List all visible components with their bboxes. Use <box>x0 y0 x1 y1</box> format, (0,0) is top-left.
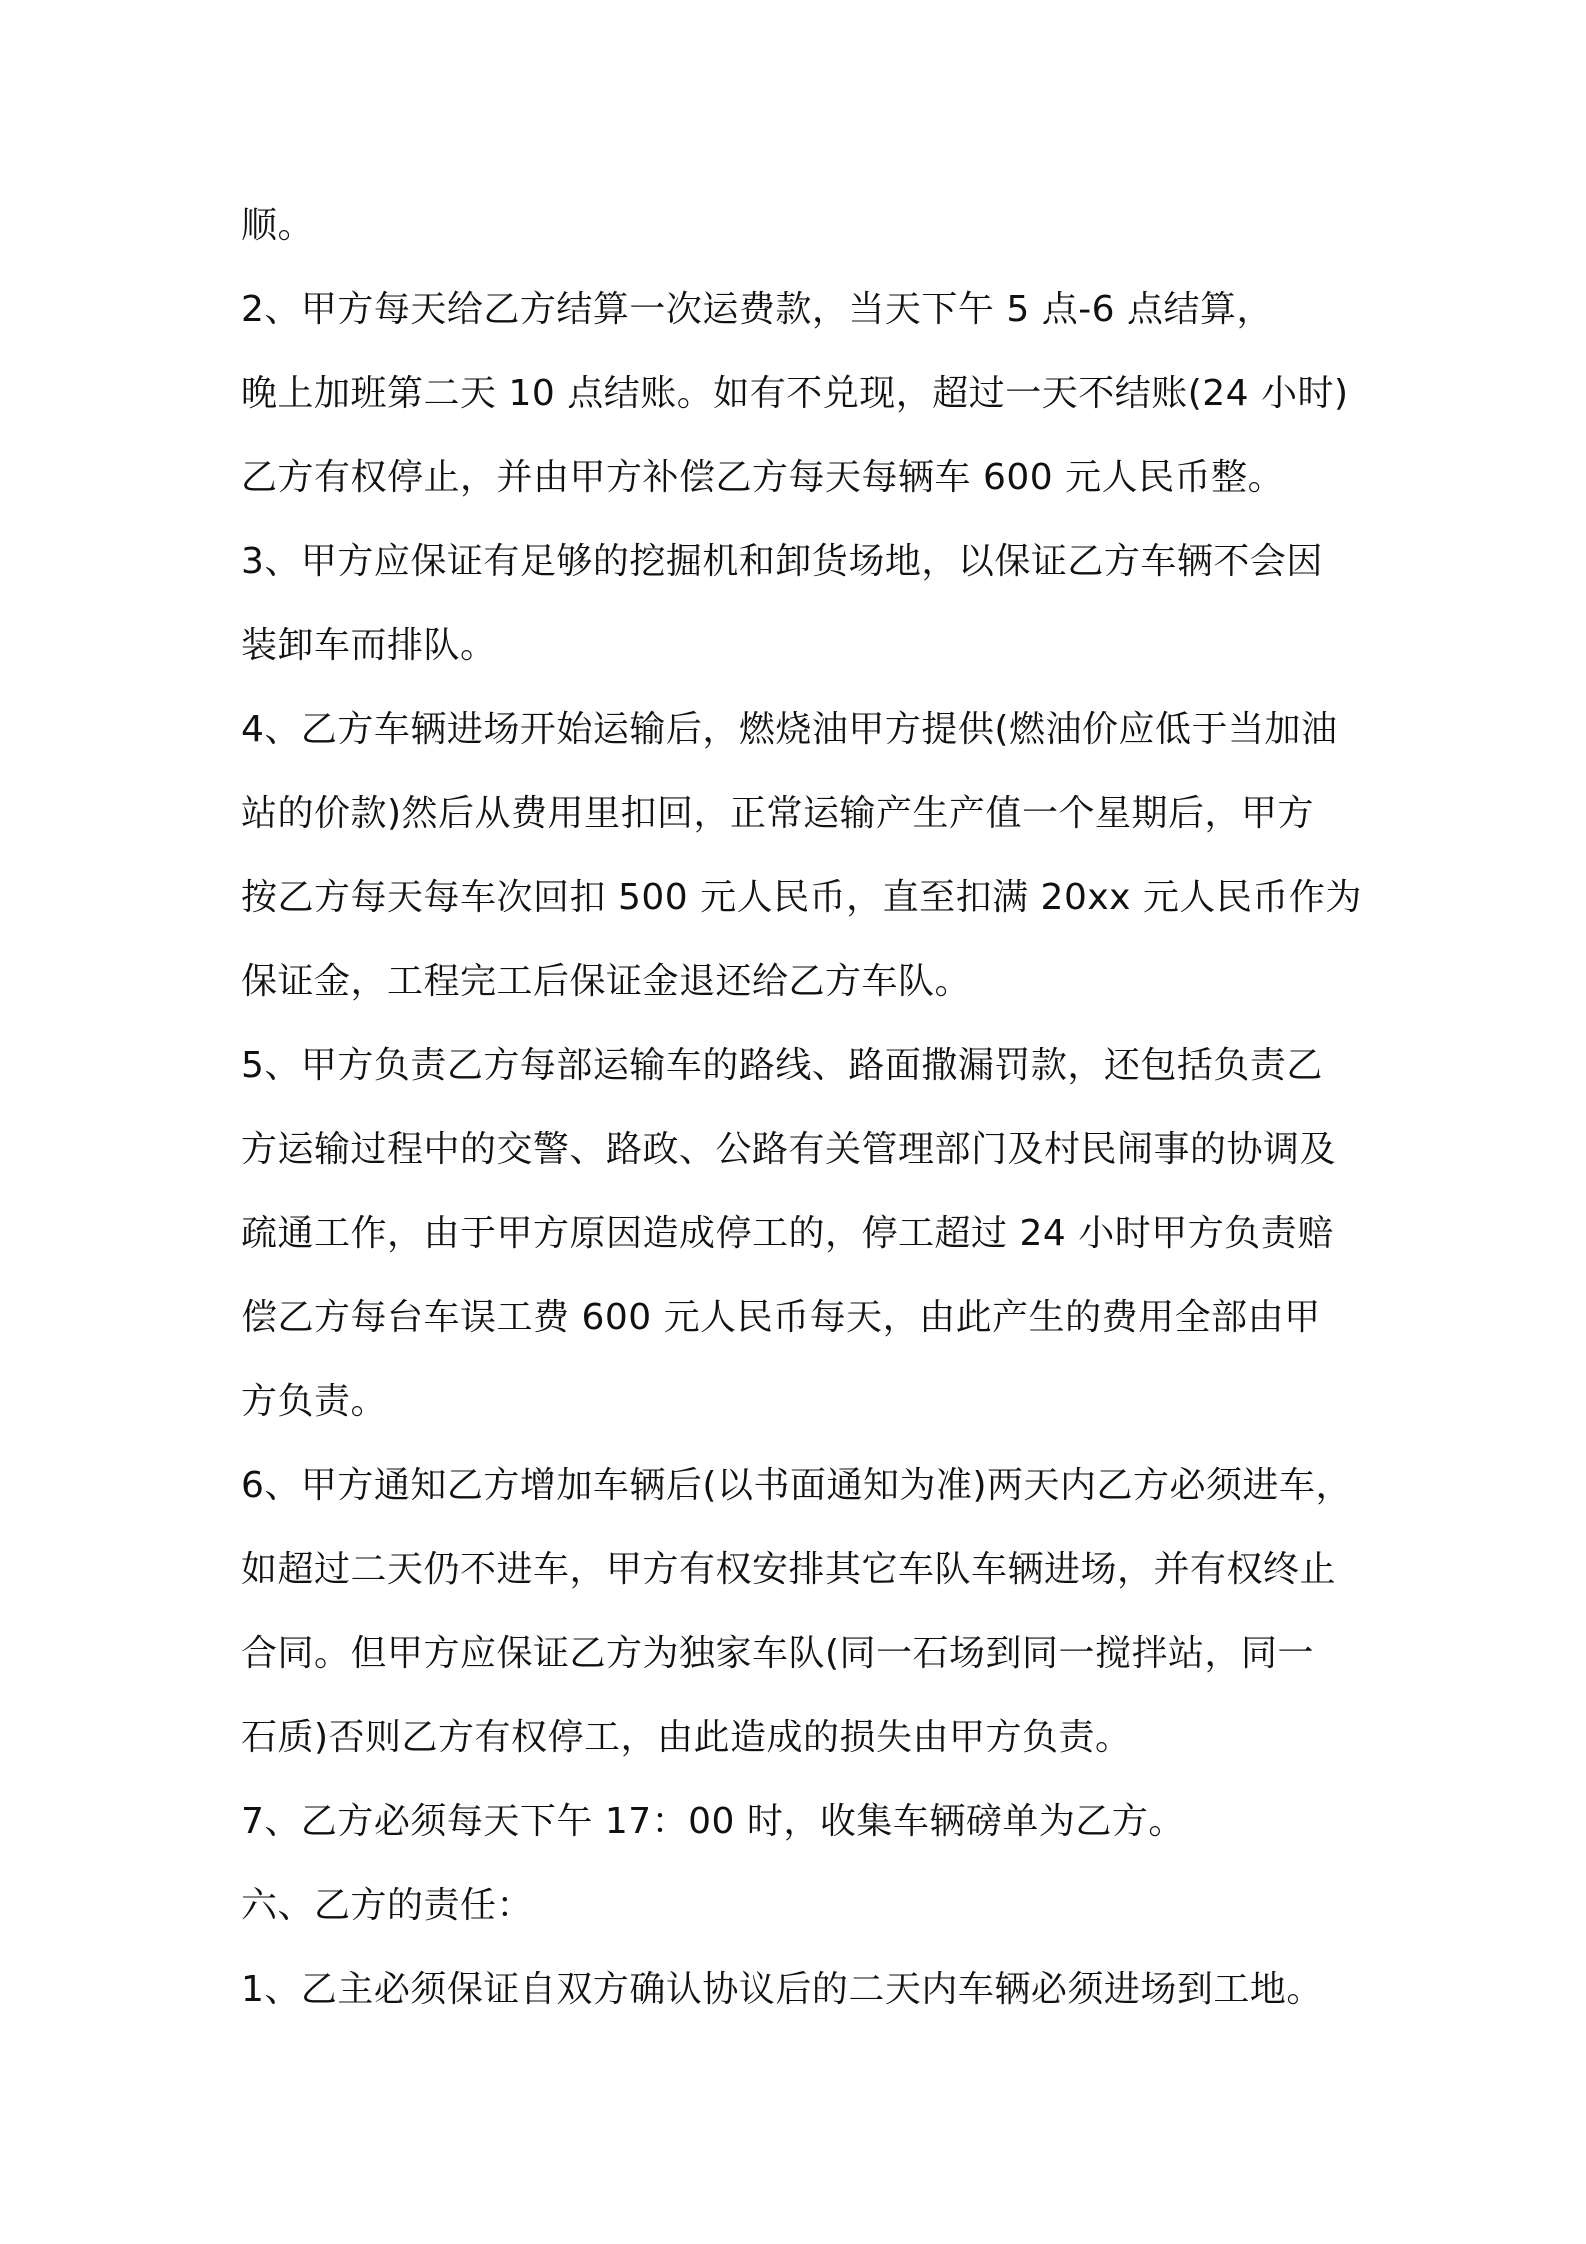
text-line: 顺。 <box>241 205 315 246</box>
text-line: 4、乙方车辆进场开始运输后，燃烧油甲方提供(燃油价应低于当加油 <box>241 709 1338 750</box>
text-line: 1、乙主必须保证自双方确认协议后的二天内车辆必须进场到工地。 <box>241 1969 1323 2010</box>
text-line: 6、甲方通知乙方增加车辆后(以书面通知为准)两天内乙方必须进车， <box>241 1465 1352 1506</box>
text-line: 3、甲方应保证有足够的挖掘机和卸货场地，以保证乙方车辆不会因 <box>241 541 1323 582</box>
text-line: 装卸车而排队。 <box>241 625 497 666</box>
text-line: 方运输过程中的交警、路政、公路有关管理部门及村民闹事的协调及 <box>241 1129 1337 1170</box>
text-line: 7、乙方必须每天下午 17：00 时，收集车辆磅单为乙方。 <box>241 1801 1185 1842</box>
text-line: 如超过二天仍不进车，甲方有权安排其它车队车辆进场，并有权终止 <box>241 1549 1337 1590</box>
text-line: 5、甲方负责乙方每部运输车的路线、路面撒漏罚款，还包括负责乙 <box>241 1045 1323 1086</box>
text-line: 六、乙方的责任： <box>241 1885 534 1926</box>
text-line: 偿乙方每台车误工费 600 元人民币每天，由此产生的费用全部由甲 <box>241 1297 1321 1338</box>
text-line: 方负责。 <box>241 1381 388 1422</box>
text-line: 2、甲方每天给乙方结算一次运费款，当天下午 5 点-6 点结算， <box>241 289 1274 330</box>
text-line: 按乙方每天每车次回扣 500 元人民币，直至扣满 20xx 元人民币作为 <box>241 877 1362 918</box>
text-line: 晚上加班第二天 10 点结账。如有不兑现，超过一天不结账(24 小时) <box>241 373 1349 414</box>
text-line: 石质)否则乙方有权停工，由此造成的损失由甲方负责。 <box>241 1717 1132 1758</box>
text-line: 疏通工作，由于甲方原因造成停工的，停工超过 24 小时甲方负责赔 <box>241 1213 1334 1254</box>
text-line: 保证金，工程完工后保证金退还给乙方车队。 <box>241 961 972 1002</box>
text-line: 乙方有权停止，并由甲方补偿乙方每天每辆车 600 元人民币整。 <box>241 457 1285 498</box>
text-line: 站的价款)然后从费用里扣回，正常运输产生产值一个星期后，甲方 <box>241 793 1315 834</box>
text-line: 合同。但甲方应保证乙方为独家车队(同一石场到同一搅拌站，同一 <box>241 1633 1315 1674</box>
